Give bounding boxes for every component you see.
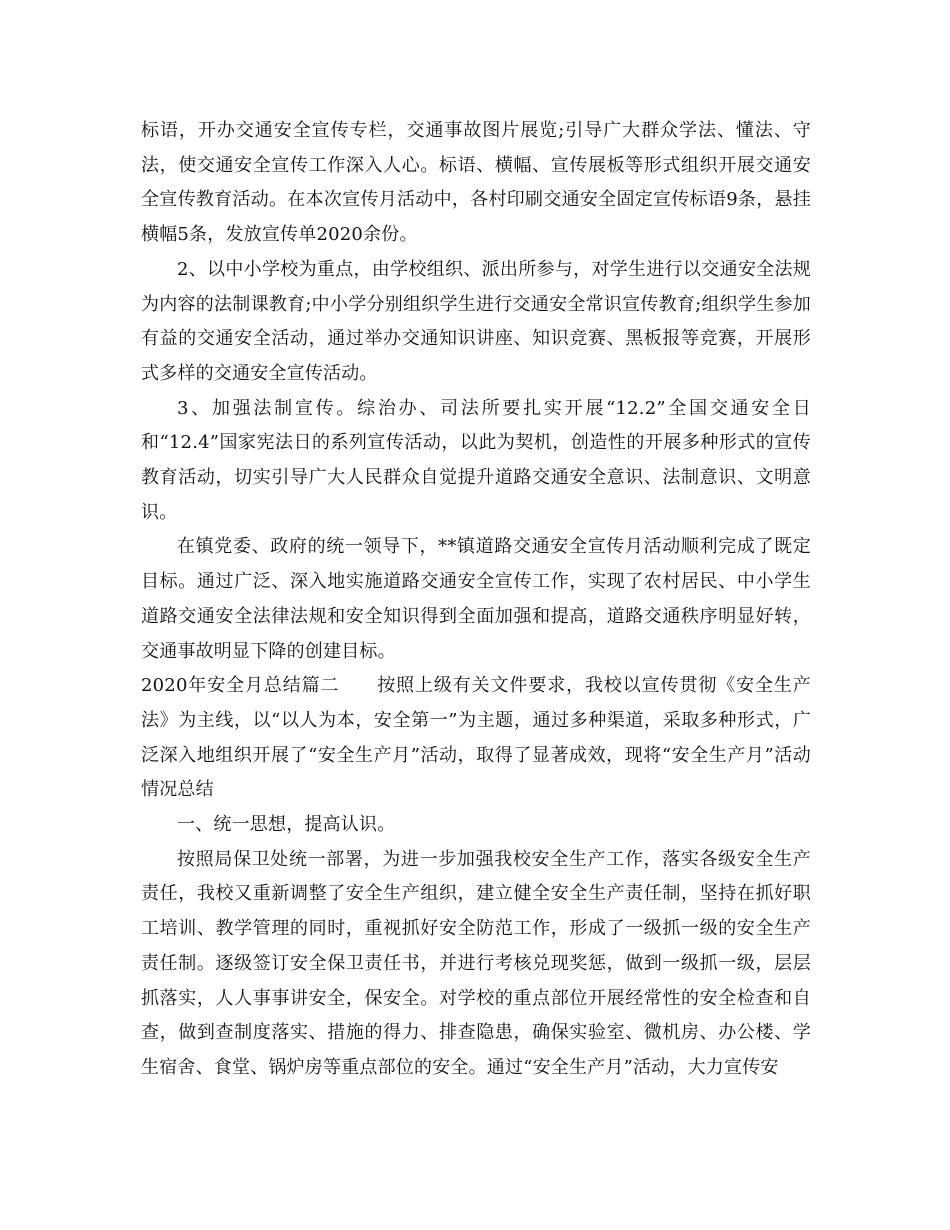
section-heading-unify-thinking: 一、统一思想，提高认识。 [177,814,396,836]
paragraph-summary-results: 在镇党委、政府的统一领导下，**镇道路交通安全宣传月活动顺利完成了既定目标。通过广泛、深入地实施道路交通安全宣传工作，实现了农村居民、中小学生道路交通安全法律法规和安全知识得到全面加强和提高，道路交通秩序明显好转，交通事故明显下降的创建目标。 [141,536,811,662]
paragraph-school-education: 2、以中小学校为重点，由学校组织、派出所参与，对学生进行以交通安全法规为内容的法制课教育;中小学分别组织学生进行交通安全常识宣传教育;组织学生参加有益的交通安全活动，通过举办交通知识讲座、知识竞赛、黑板报等竞赛，开展形式多样的交通安全宣传活动。 [141,258,811,384]
paragraph-part-two-intro: 2020年安全月总结篇二 按照上级有关文件要求，我校以宣传贯彻《安全生产法》为主线，以“以人为本，安全第一”为主题，通过多种渠道，采取多种形式，广泛深入地组织开展了“安全生产月”活动，取得了显著成效，现将“安全生产月”活动情况总结 [141,675,811,801]
paragraph-traffic-slogans: 标语，开办交通安全宣传专栏，交通事故图片展览;引导广大群众学法、懂法、守法，使交通安全宣传工作深入人心。标语、横幅、宣传展板等形式组织开展交通安全宣传教育活动。在本次宣传月活动中，各村印刷交通安全固定宣传标语9条，悬挂横幅5条，发放宣传单2020余份。 [141,120,811,246]
paragraph-legal-publicity: 3、加强法制宣传。综治办、司法所要扎实开展“12.2”全国交通安全日和“12.4”国家宪法日的系列宣传活动，以此为契机，创造性的开展多种形式的宣传教育活动，切实引导广大人民群众自觉提升道路交通安全意识、法制意识、文明意识。 [141,397,811,523]
paragraph-safety-responsibility: 按照局保卫处统一部署，为进一步加强我校安全生产工作，落实各级安全生产责任，我校又重新调整了安全生产组织，建立健全安全生产责任制，坚持在抓好职工培训、教学管理的同时，重视抓好安全防范工作，形成了一级抓一级的安全生产责任制。逐级签订安全保卫责任书，并进行考核兑现奖惩，做到一级抓一级，层层抓落实，人人事事讲安全，保安全。对学校的重点部位开展经常性的安全检查和自查，做到查制度落实、措施的得力、排查隐患，确保实验室、微机房、办公楼、学生宿舍、食堂、锅炉房等重点部位的安全。通过“安全生产月”活动，大力宣传安 [141,848,811,1078]
document-body [141,114,811,1086]
